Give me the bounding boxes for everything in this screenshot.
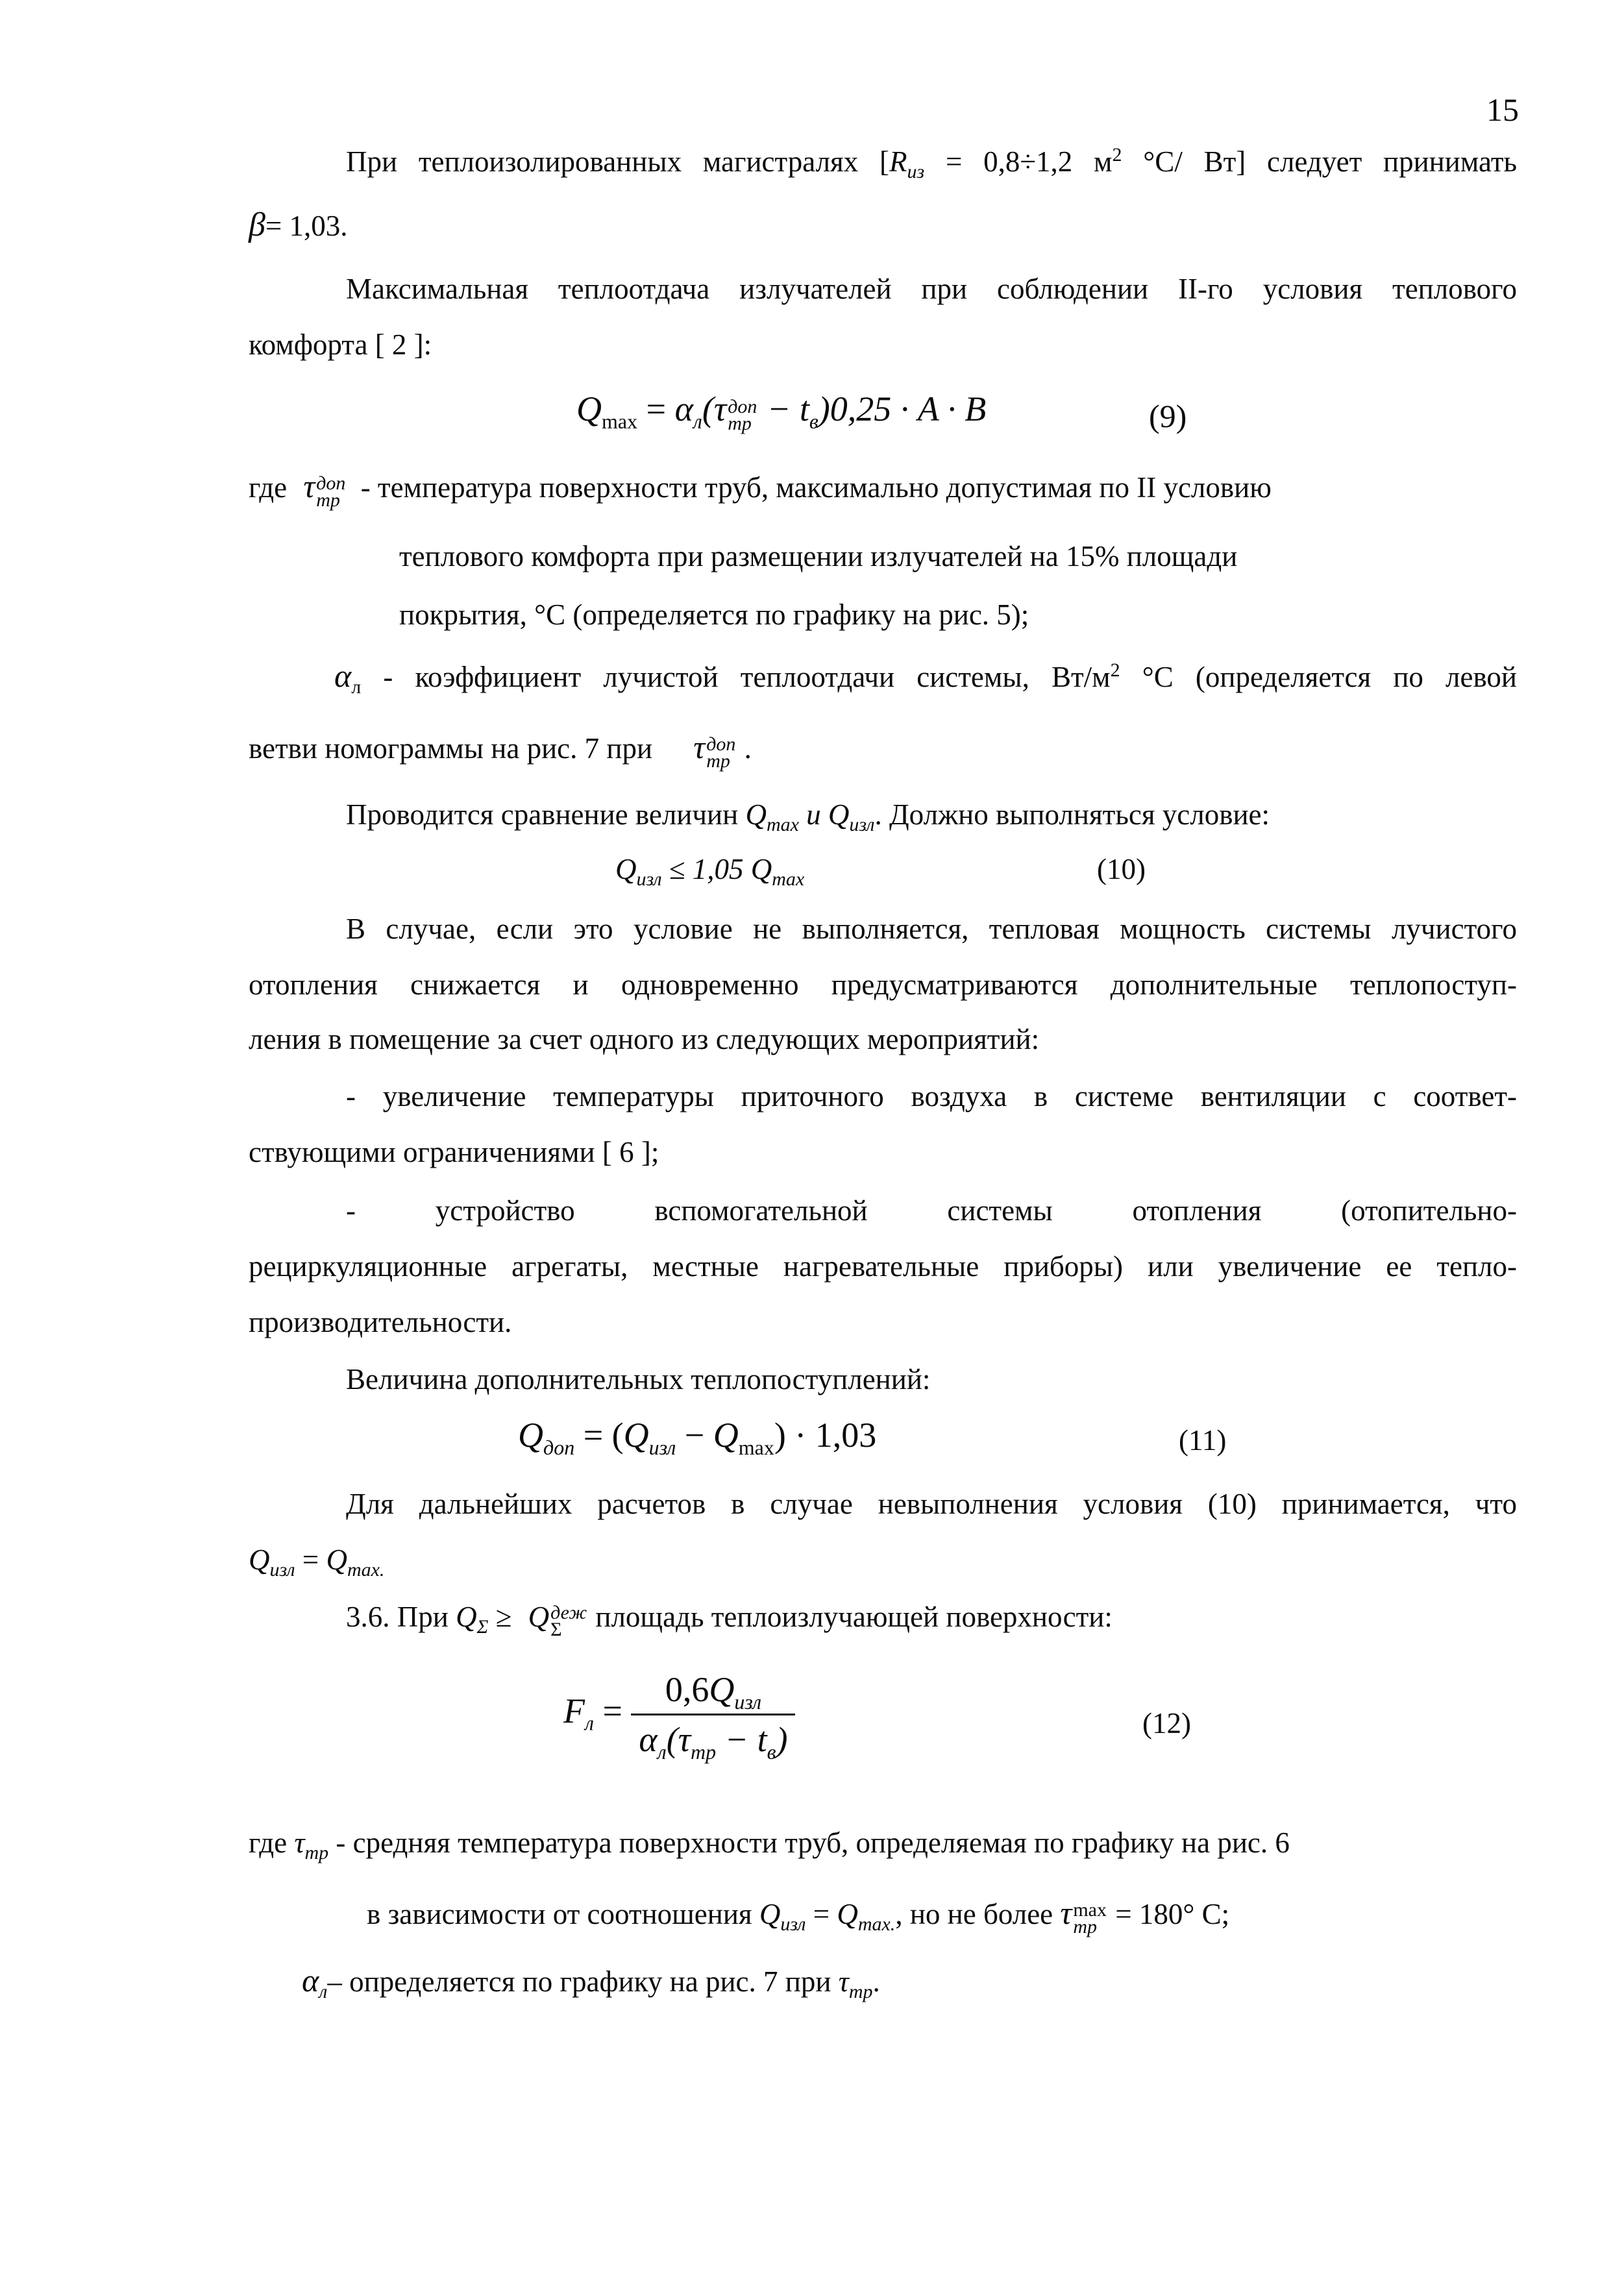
bullet-auxiliary-system-line2: рециркуляционные агрегаты, местные нагревательные приборы) или увеличение ее тепло- [249, 1250, 1517, 1283]
where-tau-allowed-line2: теплового комфорта при размещении излучателей на 15% площади [399, 540, 1238, 572]
fraction: $\frac{0,6Q_{изл}}{\alpha_л(\tau_{тр} - t_в)}$ [631, 1669, 795, 1760]
paragraph-if-not-met-line2: отопления снижается и одновременно предусматриваются дополнительные теплопоступ- [249, 968, 1517, 1001]
alpha-determination: $\alpha_л-$ определяется по графику на рис. 7 при $\tau_{тр}$. [302, 1962, 880, 2002]
equation-9: $Q_{max} = \alpha_л(\tau$ доп тр − $t_в)0,25 \cdot A \cdot B$ [576, 389, 987, 434]
bullet-auxiliary-system-line3: производительности. [249, 1306, 512, 1338]
paragraph-3-6: 3.6. При $Q_\Sigma \ge Q$ деж Σ площадь теплоизлучающей поверхности: [346, 1601, 1113, 1640]
bullet-supply-air-cont: ствующими ограничениями [ 6 ]; [249, 1136, 659, 1168]
equation-9-number: (9) [1149, 398, 1187, 434]
where-tau-allowed-line3: покрытия, °С (определяется по графику на рис. 5); [399, 598, 1029, 631]
paragraph-if-not-met-line3: ления в помещение за счет одного из следующих мероприятий: [249, 1023, 1040, 1055]
paragraph-additional-heat: Величина дополнительных теплопоступлений: [346, 1363, 931, 1395]
paragraph-max-heat-output-cont: комфорта [ 2 ]: [249, 328, 432, 361]
paragraph-insulated-mains: При теплоизолированных магистралях [$R_{из} = 0,8\div 1,2$ $м^2$ °С/ Вт] следует принимать [346, 144, 1518, 182]
paragraph-max-heat-output: Максимальная теплоотдача излучателей при соблюдении II-го условия теплового [346, 273, 1517, 305]
page-number: 15 [1486, 92, 1519, 128]
alpha-radiant-coefficient-cont: ветви номограммы на рис. 7 при τ доп тр . [249, 729, 752, 772]
bullet-auxiliary-system: - устройство вспомогательной системы отопления (отопительно- [346, 1194, 1517, 1227]
bullet-supply-air: - увеличение температуры приточного воздуха в системе вентиляции с соответ- [346, 1080, 1517, 1112]
equation-11: $Q_{доп} = (Q_{изл} - Q_{max}) \cdot 1,03$ [518, 1416, 877, 1459]
alpha-radiant-coefficient: $\alpha_л$ - коэффициент лучистой теплоотдачи системы, $Вт/м^2$ °С (определяется по левой [334, 658, 1518, 698]
where-tau-allowed: где τ доп тр - температура поверхности труб, максимально допустимая по II условию [249, 468, 1272, 511]
equation-10-number: (10) [1097, 853, 1146, 885]
paragraph-comparison: Проводится сравнение величин $Q_{max}$ и $Q_{изл}$. Должно выполняться условие: [346, 798, 1270, 835]
equation-11-number: (11) [1179, 1424, 1227, 1456]
equation-12-number: (12) [1142, 1707, 1191, 1739]
equation-12: $F_л$ = $\frac{0,6Q_{изл}}{\alpha_л(\tau_{тр} - t_в)}$ [563, 1669, 795, 1760]
paragraph-further-calc-cont: $Q_{изл} = Q_{max.}$ [249, 1543, 385, 1580]
beta-value: β= 1,03. [249, 206, 348, 243]
where-tau-pipe: где $\tau_{тр}$ - средняя температура поверхности труб, определяемая по графику на рис. 6 [249, 1826, 1290, 1863]
where-tau-pipe-line2: в зависимости от соотношения $Q_{изл} = Q_{max.}$, но не более τ max тр = 180° С; [367, 1895, 1230, 1937]
equation-10: $Q_{изл} \le 1,05$ $Q_{max}$ [615, 853, 805, 890]
paragraph-further-calc: Для дальнейших расчетов в случае невыполнения условия (10) принимается, что [346, 1488, 1517, 1520]
paragraph-if-not-met: В случае, если это условие не выполняется, тепловая мощность системы лучистого [346, 913, 1517, 945]
